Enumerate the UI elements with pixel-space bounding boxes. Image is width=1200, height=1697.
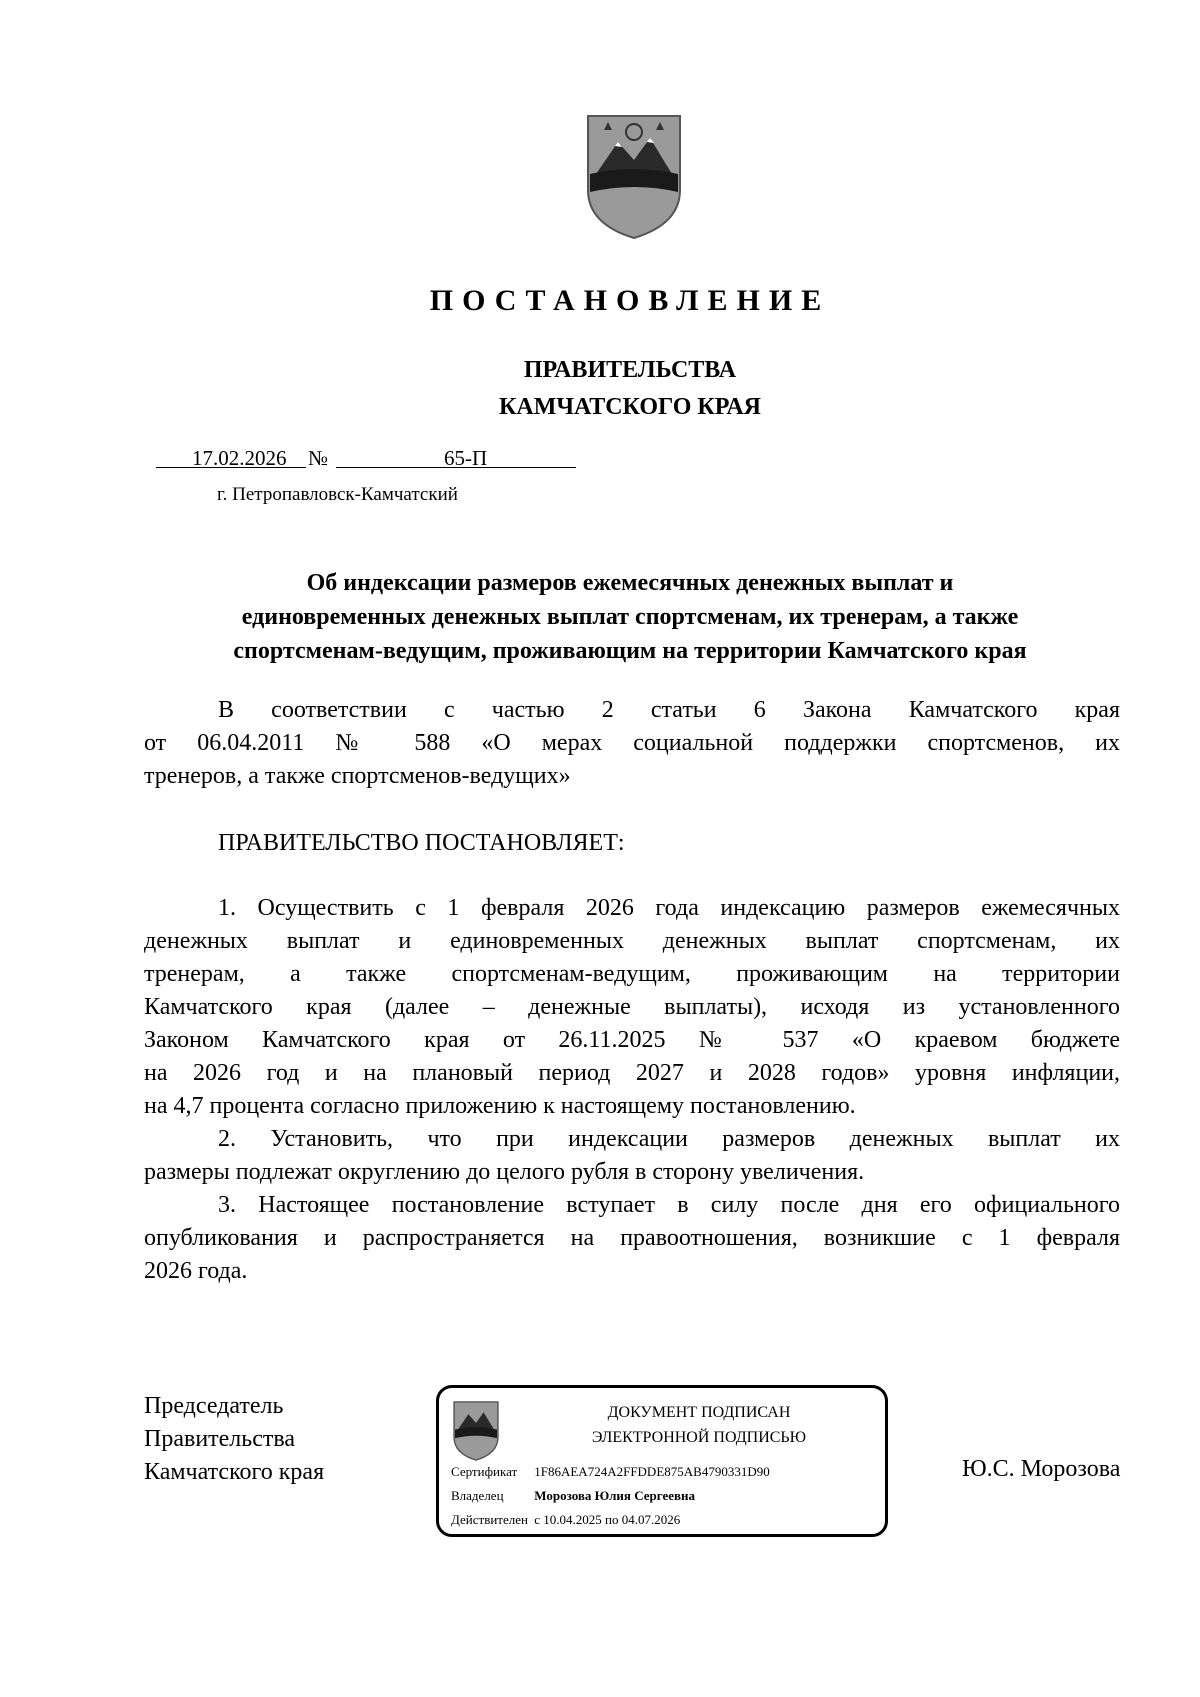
electronic-signature-stamp [436,1385,888,1537]
document-title [140,566,1120,668]
owner-value: Морозова Юлия Сергеевна [534,1488,696,1503]
item-3-line: опубликования и распространяется на правоотношения, возникшие с 1 февраля [144,1225,1120,1251]
valid-value: с 10.04.2025 по 04.07.2026 [534,1512,681,1527]
item-1-line: Камчатского края (далее – денежные выплаты), исходя из установленного [144,994,1120,1020]
cert-label: Сертификат [451,1464,518,1479]
preamble-line: В соответствии с частью 2 статьи 6 Закона Камчатского края [218,697,1120,723]
item-3-line: 2026 года. [144,1258,248,1284]
preamble-line: от 06.04.2011 № 588 «О мерах социальной поддержки спортсменов, их [144,730,1120,756]
item-1-line: 1. Осуществить с 1 февраля 2026 года индексацию размеров ежемесячных [218,895,1120,921]
authority-line-1: ПРАВИТЕЛЬСТВА [523,357,737,383]
item-1-line: тренерам, а также спортсменам-ведущим, проживающим на территории [144,961,1120,987]
issuing-authority [0,352,1200,426]
document-type: ПОСТАНОВЛЕНИЕ [429,284,831,317]
document-number: 65-П [444,446,488,470]
stamp-title [519,1400,879,1450]
stamp-title-line: ЭЛЕКТРОННОЙ ПОДПИСЬЮ [591,1429,807,1446]
stamp-title-line: ДОКУМЕНТ ПОДПИСАН [607,1404,791,1421]
cert-value: 1F86AEA724A2FFDDE875AB4790331D90 [534,1464,770,1479]
title-line-3: спортсменам-ведущим, проживающим на территории Камчатского края [233,638,1027,664]
signer-position [144,1390,324,1489]
title-line-2: единовременных денежных выплат спортсменам, их тренерам, а также [241,604,1019,630]
city: г. Петропавловск-Камчатский [217,484,458,505]
stamp-certificate [451,1464,770,1480]
signer-position-line: Камчатского края [144,1459,325,1485]
document-date: 17.02.2026 [192,446,287,470]
item-1-line: на 4,7 процента согласно приложению к настоящему постановлению. [144,1093,856,1119]
authority-line-2: КАМЧАТСКОГО КРАЯ [498,394,762,420]
date-number-line [156,446,576,472]
owner-label: Владелец [451,1488,504,1503]
stamp-owner [451,1488,695,1504]
item-1-line: денежных выплат и единовременных денежных выплат спортсменам, их [144,928,1120,954]
preamble-line: тренеров, а также спортсменов-ведущих» [144,763,571,789]
title-line-1: Об индексации размеров ежемесячных денежных выплат и [306,570,954,596]
item-1-line: на 2026 год и на плановый период 2027 и 2028 годов» уровня инфляции, [144,1060,1120,1086]
stamp-coat-of-arms-icon [451,1400,501,1462]
item-2-line: размеры подлежат округлению до целого рубля в сторону увеличения. [144,1159,865,1185]
decree-phrase: ПРАВИТЕЛЬСТВО ПОСТАНОВЛЯЕТ: [218,830,625,856]
operative-items [144,892,1120,1288]
number-sign: № [308,446,329,470]
item-1-line: Законом Камчатского края от 26.11.2025 № 537 «О краевом бюджете [144,1027,1120,1053]
valid-label: Действителен [451,1512,528,1527]
stamp-validity [451,1512,680,1528]
preamble [144,694,1120,793]
item-2-line: 2. Установить, что при индексации размеров денежных выплат их [218,1126,1120,1152]
signer-position-line: Председатель [144,1393,284,1419]
kamchatka-coat-of-arms-icon [582,112,686,242]
signer-name: Ю.С. Морозова [962,1456,1121,1482]
item-3-line: 3. Настоящее постановление вступает в силу после дня его официального [218,1192,1120,1218]
signer-position-line: Правительства [144,1426,296,1452]
